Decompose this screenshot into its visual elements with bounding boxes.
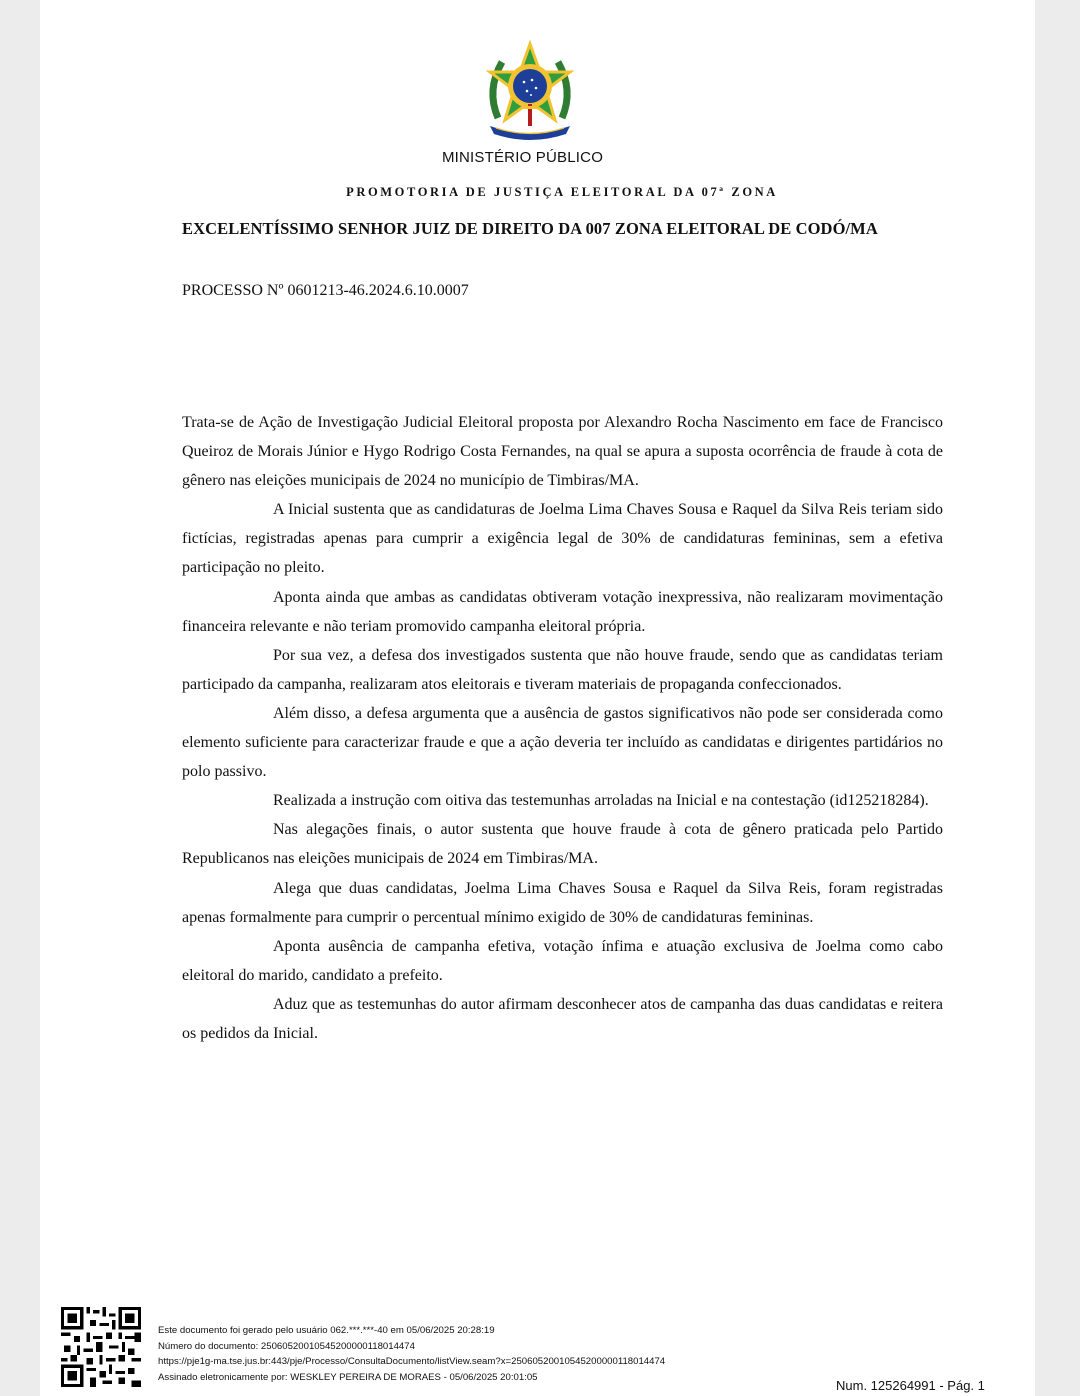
paragraph: Aponta ausência de campanha efetiva, votação ínfima e atuação exclusiva de Joelma como cabo eleitoral do marido, candidato a prefeito.: [182, 937, 943, 984]
footer-signature-info: [158, 1323, 665, 1385]
paragraph: Realizada a instrução com oitiva das testemunhas arroladas na Inicial e na contestação (id125218284).: [273, 792, 929, 810]
promotoria-heading: PROMOTORIA DE JUSTIÇA ELEITORAL DA 07ª ZONA: [346, 185, 778, 199]
paragraph: Além disso, a defesa argumenta que a ausência de gastos significativos não pode ser considerada como elemento suficiente para caracterizar fraude e que a ação deveria ter incluído as candidatas e dirigentes partidários no polo passivo.: [182, 704, 943, 781]
qr-code-icon[interactable]: [61, 1307, 141, 1387]
processo-number: PROCESSO Nº 0601213-46.2024.6.10.0007: [182, 282, 469, 299]
paragraph: Alega que duas candidatas, Joelma Lima Chaves Sousa e Raquel da Silva Reis, foram registradas apenas formalmente para cumprir o percentual mínimo exigido de 30% de candidaturas femininas.: [182, 879, 943, 926]
paragraph: Aponta ainda que ambas as candidatas obtiveram votação inexpressiva, não realizaram movimentação financeira relevante e não teriam promovido campanha eleitoral própria.: [182, 588, 943, 635]
ministerio-heading: MINISTÉRIO PÚBLICO: [441, 149, 604, 166]
footer-generated-line: Este documento foi gerado pelo usuário 062.***.***-40 em 05/06/2025 20:28:19: [158, 1325, 495, 1336]
document-body: [182, 408, 943, 1048]
brazil-coat-of-arms-icon: [480, 40, 580, 144]
footer-document-url[interactable]: https://pje1g-ma.tse.jus.br:443/pje/Processo/ConsultaDocumento/listView.seam?x=25060520010545200000118014474: [158, 1356, 666, 1367]
footer-signed-by: Assinado eletronicamente por: WESKLEY PEREIRA DE MORAES - 05/06/2025 20:01:05: [158, 1371, 538, 1383]
paragraph: Trata-se de Ação de Investigação Judicial Eleitoral proposta por Alexandro Rocha Nascimento em face de Francisco Queiroz de Morais Júnior e Hygo Rodrigo Costa Fernandes, na qual se apura a suposta ocorrência de fraude à cota de gênero nas eleições municipais de 2024 no município de Timbiras/MA.: [182, 414, 943, 490]
footer-document-number: Número do documento: 25060520010545200000118014474: [158, 1340, 415, 1352]
paragraph: Por sua vez, a defesa dos investigados sustenta que não houve fraude, sendo que as candidatas teriam participado da campanha, realizaram atos eleitorais e tiveram materiais de propaganda confeccionados.: [182, 646, 943, 693]
paragraph: Aduz que as testemunhas do autor afirmam desconhecer atos de campanha das duas candidatas e reitera os pedidos da Inicial.: [182, 995, 943, 1042]
page-number: Num. 125264991 - Pág. 1: [836, 1378, 985, 1393]
paragraph: Nas alegações finais, o autor sustenta que houve fraude à cota de gênero praticada pelo Partido Republicanos nas eleições municipais de 2024 em Timbiras/MA.: [182, 821, 943, 868]
addressee-line: EXCELENTÍSSIMO SENHOR JUIZ DE DIREITO DA 007 ZONA ELEITORAL DE CODÓ/MA: [182, 219, 878, 238]
paragraph: A Inicial sustenta que as candidaturas de Joelma Lima Chaves Sousa e Raquel da Silva Reis teriam sido fictícias, registradas apenas para cumprir a exigência legal de 30% de candidaturas femininas, sem a efetiva participação no pleito.: [182, 501, 943, 577]
